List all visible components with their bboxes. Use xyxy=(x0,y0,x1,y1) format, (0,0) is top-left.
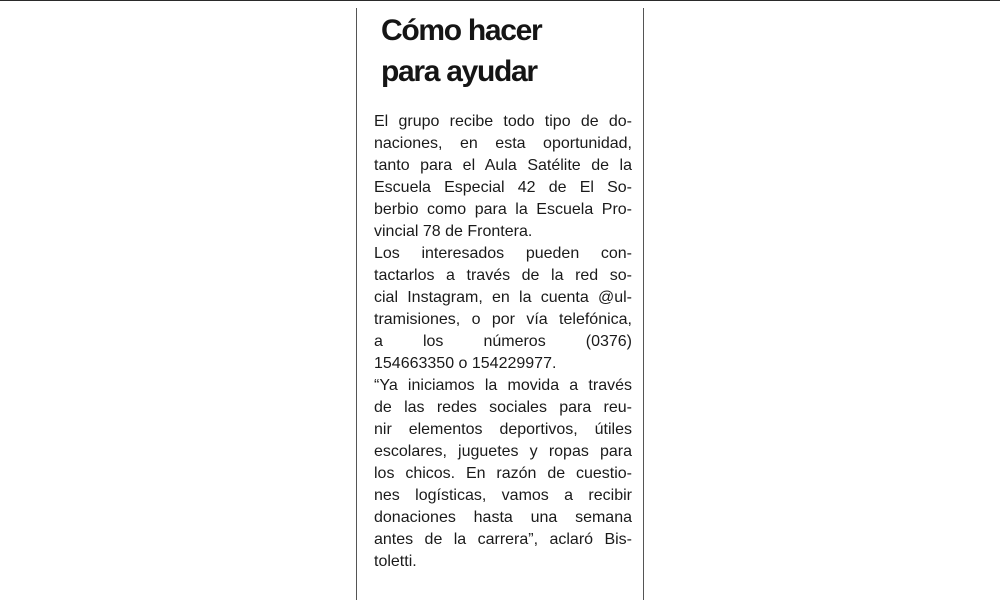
top-rule xyxy=(0,0,1000,1)
body-line: 154663350 o 154229977. xyxy=(374,355,557,372)
column-rule-right xyxy=(643,8,644,600)
body-line: escolares, juguetes y ropas para xyxy=(374,443,632,460)
article-body xyxy=(374,111,632,573)
body-line: donaciones hasta una semana xyxy=(374,509,632,526)
body-line: El grupo recibe todo tipo de do- xyxy=(374,113,632,130)
body-line: tramisiones, o por vía telefónica, xyxy=(374,311,632,328)
body-line: berbio como para la Escuela Pro- xyxy=(374,201,632,218)
headline-line: para ayudar xyxy=(381,55,537,88)
body-line: toletti. xyxy=(374,553,417,570)
body-line: tactarlos a través de la red so- xyxy=(374,267,632,284)
article-headline xyxy=(381,10,632,92)
body-line: de las redes sociales para reu- xyxy=(374,399,632,416)
body-line: cial Instagram, en la cuenta @ul- xyxy=(374,289,632,306)
body-line: los chicos. En razón de cuestio- xyxy=(374,465,632,482)
body-line: tanto para el Aula Satélite de la xyxy=(374,157,632,174)
body-line: naciones, en esta oportunidad, xyxy=(374,135,632,152)
body-line: vincial 78 de Frontera. xyxy=(374,223,533,240)
body-line: Escuela Especial 42 de El So- xyxy=(374,179,632,196)
body-line: a los números (0376) xyxy=(374,333,632,350)
body-line: nir elementos deportivos, útiles xyxy=(374,421,632,438)
body-line: antes de la carrera”, aclaró Bis- xyxy=(374,531,632,548)
headline-line: Cómo hacer xyxy=(381,14,542,47)
article-column xyxy=(374,10,632,573)
body-line: nes logísticas, vamos a recibir xyxy=(374,487,632,504)
body-line: Los interesados pueden con- xyxy=(374,245,632,262)
body-line: “Ya iniciamos la movida a través xyxy=(374,377,632,394)
column-rule-left xyxy=(356,8,357,600)
